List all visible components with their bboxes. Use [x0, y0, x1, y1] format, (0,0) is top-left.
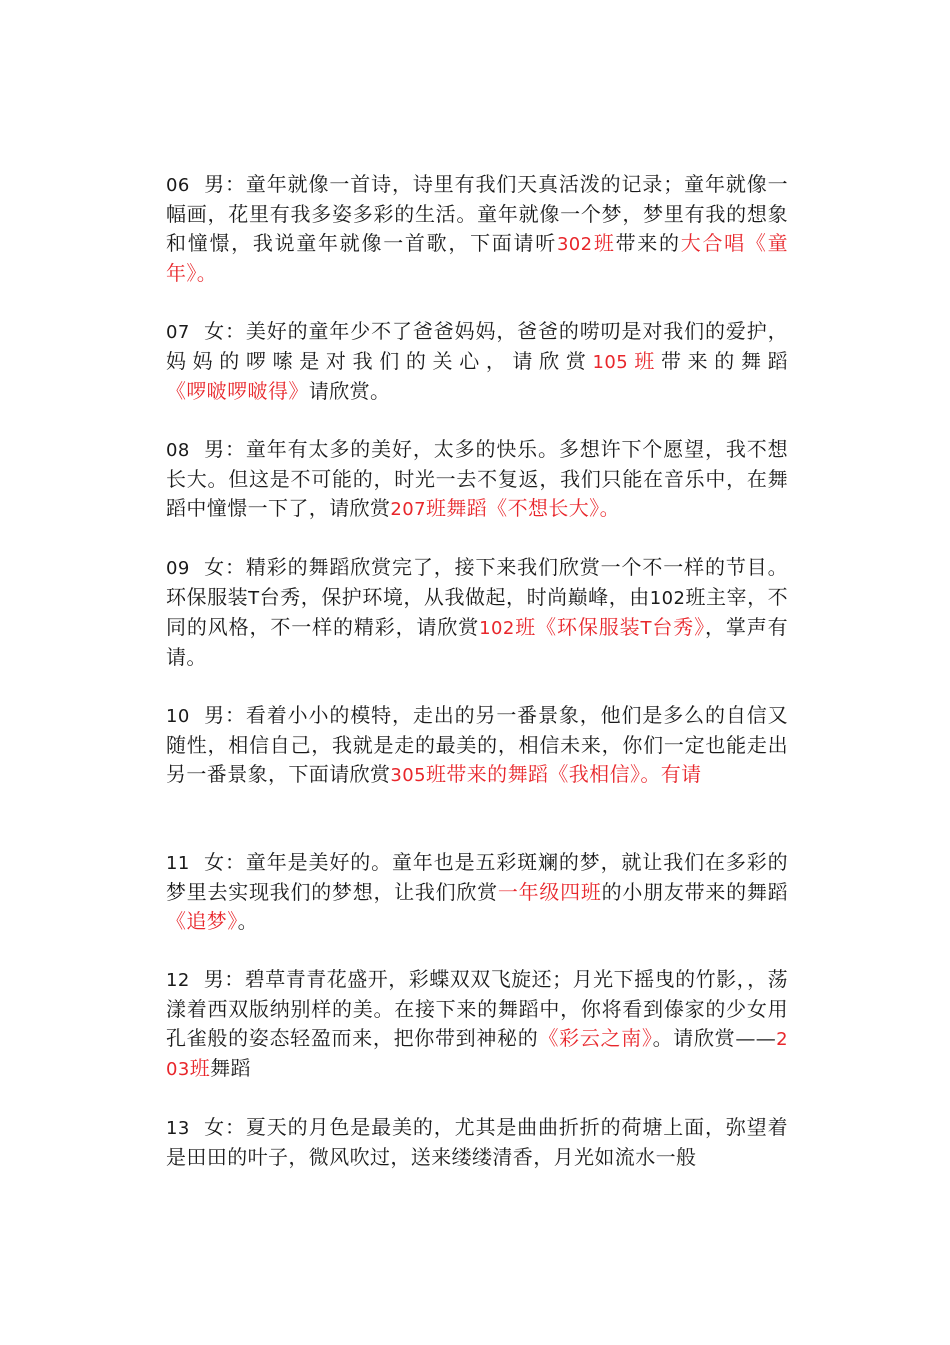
script-paragraph — [166, 848, 788, 936]
paragraph-number: 11 — [166, 853, 190, 874]
highlighted-text: 305 — [390, 765, 426, 786]
highlighted-text: 台秀》 — [651, 615, 705, 639]
paragraph-number: 08 — [166, 440, 190, 461]
highlighted-text: 大合唱《童年》。 — [166, 231, 789, 285]
highlighted-text: 207 — [390, 499, 426, 520]
body-text: 舞蹈 — [210, 1056, 251, 1080]
body-text: 请欣赏。 — [308, 379, 391, 403]
paragraph-number: 07 — [166, 322, 190, 343]
paragraph-number: 10 — [166, 706, 190, 727]
script-paragraph — [166, 435, 788, 524]
document-page — [166, 170, 788, 1201]
body-text: T — [248, 588, 260, 609]
body-text: 看着小小的模特，走出的另一番景象，他们是多么的自信又随性，相信自己，我就是走的最美的，相信未来，你们一定也能走出另一番景象，下面请欣赏 — [166, 703, 788, 786]
body-text: 带来的舞蹈 — [660, 349, 789, 373]
body-text: 碧草青青花盛开，彩蝶双双飞旋还；月光下摇曳的竹影，，荡漾着西双版纳别样的美。在接下来的舞蹈中，你将看到傣家的少女用孔雀般的姿态轻盈而来，把你带到神秘的 — [166, 967, 788, 1050]
highlighted-text: 302 — [556, 234, 593, 255]
script-paragraph — [166, 965, 788, 1084]
body-text: 。 — [237, 909, 259, 933]
body-text: 台秀，保护环境，从我做起，时尚巅峰，由 — [259, 585, 650, 609]
highlighted-text: 《追梦》 — [166, 909, 238, 933]
speaker-label: 女： — [203, 1115, 246, 1139]
body-text: 童年是美好的。童年也是五彩斑斓的梦，就让我们在多彩的梦里去实现我们的梦想，让我们欣赏 — [166, 850, 788, 904]
paragraph-number: 09 — [166, 558, 190, 579]
paragraph-number: 12 — [166, 970, 190, 991]
body-text: 。请欣赏—— — [652, 1026, 777, 1050]
script-paragraph — [166, 317, 788, 406]
speaker-label: 男： — [203, 703, 246, 727]
highlighted-text: 班带来的舞蹈《我相信》。有请 — [425, 762, 702, 786]
body-text: 的小朋友带来的舞蹈 — [601, 880, 789, 904]
script-paragraph — [166, 701, 788, 790]
body-text: ，掌声有请。 — [166, 615, 788, 669]
speaker-label: 男： — [203, 967, 245, 991]
highlighted-text: 班舞蹈《不想长大》。 — [425, 496, 620, 520]
highlighted-text: 203 — [166, 1029, 789, 1080]
highlighted-text: 班 — [628, 349, 661, 373]
body-text: 美好的童年少不了爸爸妈妈，爸爸的唠叨是对我们的爱护，妈妈的啰嗦是对我们的关心，请欣赏 — [166, 319, 788, 373]
speaker-label: 女： — [203, 555, 246, 579]
body-text: 精彩的舞蹈欣赏完了，接下来我们欣赏一个不一样的节目。环保服装 — [166, 555, 788, 609]
script-paragraph — [166, 170, 788, 288]
body-text: 班主宰，不同的风格，不一样的精彩，请欣赏 — [166, 585, 789, 639]
speaker-label: 男： — [203, 172, 246, 196]
body-text: 带来的 — [615, 231, 681, 255]
highlighted-text: 一年级四班 — [497, 880, 602, 904]
paragraph-number: 06 — [166, 175, 190, 196]
highlighted-text: 102 — [479, 618, 515, 639]
highlighted-text: T — [640, 618, 652, 639]
highlighted-text: 班《环保服装 — [514, 615, 641, 639]
body-text: 102 — [649, 588, 686, 609]
body-text: 童年就像一首诗，诗里有我们天真活泼的记录；童年就像一幅画，花里有我多姿多彩的生活。童年就像一个梦，梦里有我的想象和憧憬，我说童年就像一首歌，下面请听 — [166, 172, 788, 255]
body-text: 童年有太多的美好，太多的快乐。多想许下个愿望，我不想长大。但这是不可能的，时光一去不复返，我们只能在音乐中，在舞蹈中憧憬一下了，请欣赏 — [166, 437, 788, 520]
paragraph-number: 13 — [166, 1118, 190, 1139]
speaker-label: 女： — [203, 319, 246, 343]
highlighted-text: 班 — [189, 1056, 211, 1080]
speaker-label: 男： — [203, 437, 246, 461]
script-paragraph — [166, 1113, 788, 1172]
highlighted-text: 《彩云之南》 — [538, 1026, 653, 1050]
script-paragraph — [166, 553, 788, 672]
highlighted-text: 105 — [592, 352, 629, 373]
script-content — [166, 170, 788, 1172]
highlighted-text: 班 — [592, 231, 616, 255]
speaker-label: 女： — [203, 850, 246, 874]
body-text: 夏天的月色是最美的，尤其是曲曲折折的荷塘上面，弥望着是田田的叶子，微风吹过，送来缕缕清香，月光如流水一般 — [166, 1115, 788, 1169]
highlighted-text: 《啰啵啰啵得》 — [166, 379, 309, 403]
